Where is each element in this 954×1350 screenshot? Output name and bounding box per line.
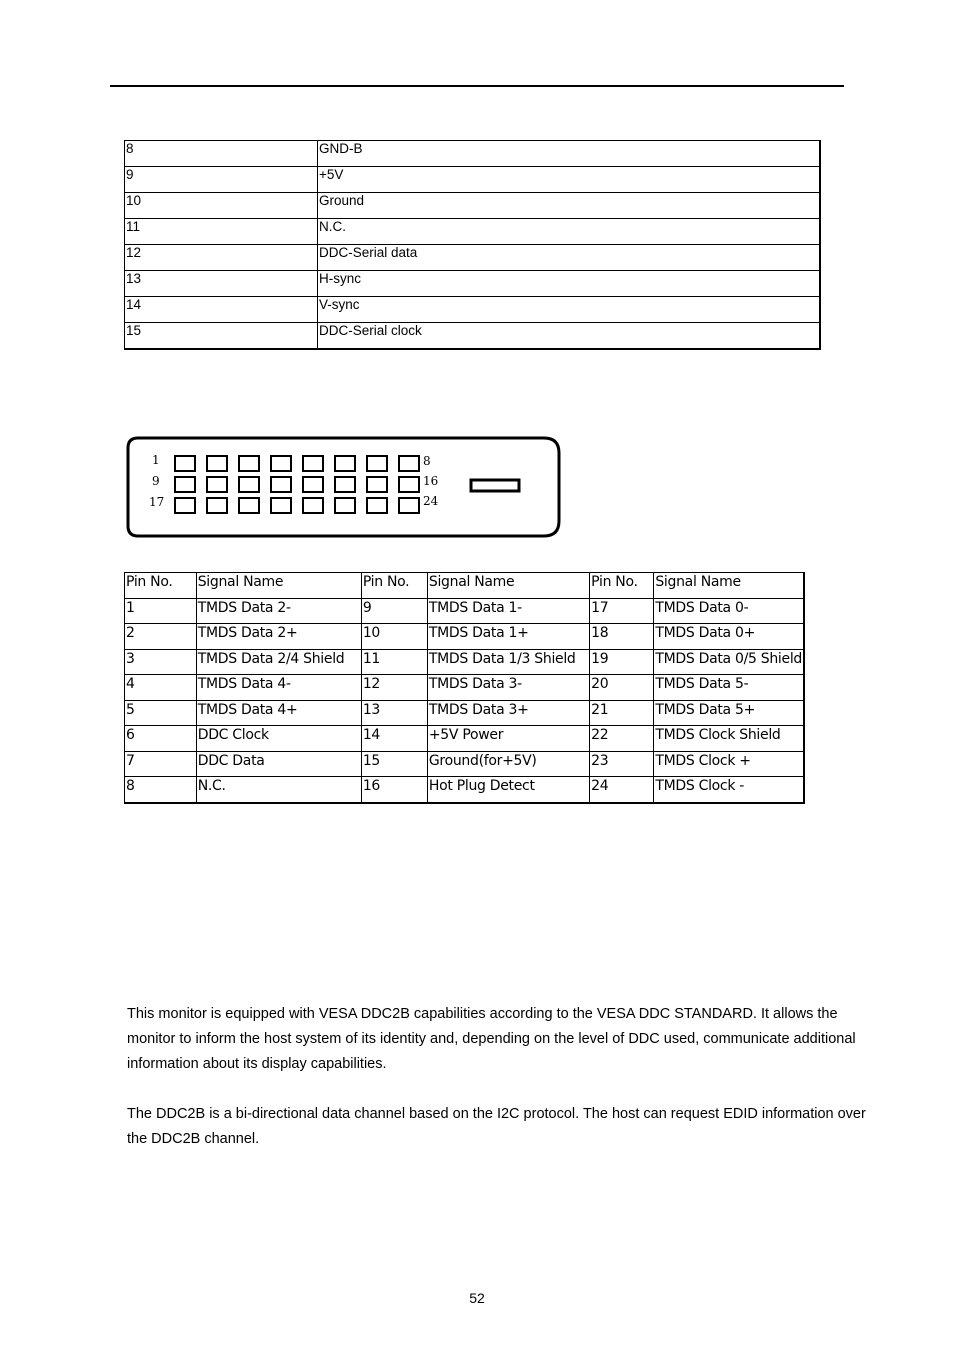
row-label-1: 1 xyxy=(152,453,160,467)
table-cell: Hot Plug Detect xyxy=(427,777,589,803)
header-rule xyxy=(110,85,844,87)
pin-socket xyxy=(399,477,419,492)
pin-socket xyxy=(335,477,355,492)
table-cell: 2 xyxy=(125,624,197,650)
table-row xyxy=(125,167,821,193)
table-cell: Ground(for+5V) xyxy=(427,751,589,777)
table-cell: 16 xyxy=(361,777,427,803)
table-cell: TMDS Data 4- xyxy=(196,675,361,701)
pin-socket xyxy=(239,498,259,513)
pin-socket xyxy=(207,477,227,492)
row-label-8: 8 xyxy=(423,454,431,468)
pin-socket xyxy=(367,477,387,492)
table-row xyxy=(125,598,805,624)
pin-socket xyxy=(271,477,291,492)
pin-socket xyxy=(303,456,323,471)
table-row xyxy=(125,751,805,777)
ddc2b-channel-paragraph: The DDC2B is a bi-directional data channel based on the I2C protocol. The host can request EDID information over the DDC2B channel. xyxy=(127,1106,866,1147)
table-cell: 22 xyxy=(590,726,654,752)
table-cell: TMDS Data 5- xyxy=(654,675,804,701)
table-cell: DDC Data xyxy=(196,751,361,777)
table-cell: TMDS Data 1/3 Shield xyxy=(427,649,589,675)
vga-pin-table xyxy=(124,140,821,350)
pin-number: 14 xyxy=(125,297,318,323)
table-cell: 23 xyxy=(590,751,654,777)
pin-socket xyxy=(367,498,387,513)
signal-name: +5V xyxy=(318,167,821,193)
table-row xyxy=(125,726,805,752)
table-cell: TMDS Data 3- xyxy=(427,675,589,701)
table-cell: 12 xyxy=(361,675,427,701)
column-header: Pin No. xyxy=(590,573,654,599)
table-row xyxy=(125,141,821,167)
signal-name: DDC-Serial data xyxy=(318,245,821,271)
connector-outline xyxy=(128,438,559,536)
table-cell: TMDS Clock + xyxy=(654,751,804,777)
row-label-16: 16 xyxy=(423,474,439,488)
pin-socket xyxy=(175,498,195,513)
pin-grid xyxy=(175,456,419,513)
pin-number: 11 xyxy=(125,219,318,245)
table-row xyxy=(125,675,805,701)
table-row xyxy=(125,219,821,245)
table-cell: 21 xyxy=(590,700,654,726)
table-cell: TMDS Clock - xyxy=(654,777,804,803)
pin-number: 15 xyxy=(125,323,318,350)
pin-number: 12 xyxy=(125,245,318,271)
table-cell: TMDS Data 1- xyxy=(427,598,589,624)
table-cell: 6 xyxy=(125,726,197,752)
table-row xyxy=(125,323,821,350)
table-row xyxy=(125,193,821,219)
table-cell: 17 xyxy=(590,598,654,624)
table-cell: 4 xyxy=(125,675,197,701)
pin-socket xyxy=(239,477,259,492)
signal-name: GND-B xyxy=(318,141,821,167)
dvi-connector-diagram xyxy=(124,434,564,540)
table-row xyxy=(125,777,805,803)
table-cell: 14 xyxy=(361,726,427,752)
table-row xyxy=(125,649,805,675)
table-cell: TMDS Data 0- xyxy=(654,598,804,624)
table-row xyxy=(125,245,821,271)
table-cell: TMDS Clock Shield xyxy=(654,726,804,752)
table-cell: 9 xyxy=(361,598,427,624)
table-cell: TMDS Data 5+ xyxy=(654,700,804,726)
table-row xyxy=(125,624,805,650)
signal-name: V-sync xyxy=(318,297,821,323)
table-cell: 8 xyxy=(125,777,197,803)
pin-number: 9 xyxy=(125,167,318,193)
pin-socket xyxy=(175,477,195,492)
pin-socket xyxy=(399,456,419,471)
column-header: Signal Name xyxy=(196,573,361,599)
row-label-24: 24 xyxy=(423,494,439,508)
table-cell: TMDS Data 2- xyxy=(196,598,361,624)
table-cell: 20 xyxy=(590,675,654,701)
pin-socket xyxy=(303,498,323,513)
table-cell: 10 xyxy=(361,624,427,650)
signal-name: DDC-Serial clock xyxy=(318,323,821,350)
pin-socket xyxy=(399,498,419,513)
table-cell: DDC Clock xyxy=(196,726,361,752)
column-header: Pin No. xyxy=(125,573,197,599)
signal-name: H-sync xyxy=(318,271,821,297)
table-cell: 11 xyxy=(361,649,427,675)
table-cell: 5 xyxy=(125,700,197,726)
table-cell: N.C. xyxy=(196,777,361,803)
table-row xyxy=(125,700,805,726)
table-cell: 3 xyxy=(125,649,197,675)
table-cell: 13 xyxy=(361,700,427,726)
page-number: 52 xyxy=(469,1290,485,1306)
signal-name: Ground xyxy=(318,193,821,219)
table-cell: TMDS Data 2+ xyxy=(196,624,361,650)
pin-number: 10 xyxy=(125,193,318,219)
pin-socket xyxy=(207,498,227,513)
ddc-description-paragraph: This monitor is equipped with VESA DDC2B capabilities according to the VESA DDC STANDARD. It allows the monitor to inform the host system of its identity and, depending on the level of DDC used, communicate additional information about its display capabilities. xyxy=(127,1006,856,1072)
pin-socket xyxy=(271,498,291,513)
row-label-9: 9 xyxy=(152,474,160,488)
pin-number: 8 xyxy=(125,141,318,167)
pin-socket xyxy=(335,456,355,471)
table-cell: +5V Power xyxy=(427,726,589,752)
table-cell: TMDS Data 4+ xyxy=(196,700,361,726)
column-header: Pin No. xyxy=(361,573,427,599)
column-header: Signal Name xyxy=(427,573,589,599)
table-cell: 1 xyxy=(125,598,197,624)
table-cell: 7 xyxy=(125,751,197,777)
table-cell: 15 xyxy=(361,751,427,777)
table-cell: 18 xyxy=(590,624,654,650)
pin-socket xyxy=(303,477,323,492)
pin-socket xyxy=(335,498,355,513)
dvi-pin-table xyxy=(124,572,805,804)
table-cell: 19 xyxy=(590,649,654,675)
pin-socket xyxy=(207,456,227,471)
table-cell: 24 xyxy=(590,777,654,803)
table-cell: TMDS Data 1+ xyxy=(427,624,589,650)
row-label-17: 17 xyxy=(149,495,165,509)
table-cell: TMDS Data 0+ xyxy=(654,624,804,650)
pin-socket xyxy=(271,456,291,471)
table-cell: TMDS Data 0/5 Shield xyxy=(654,649,804,675)
pin-number: 13 xyxy=(125,271,318,297)
signal-name: N.C. xyxy=(318,219,821,245)
flat-blade-contact xyxy=(471,480,519,491)
pin-socket xyxy=(239,456,259,471)
table-cell: TMDS Data 3+ xyxy=(427,700,589,726)
pin-socket xyxy=(175,456,195,471)
table-header-row xyxy=(125,573,805,599)
table-row xyxy=(125,271,821,297)
table-row xyxy=(125,297,821,323)
pin-socket xyxy=(367,456,387,471)
table-cell: TMDS Data 2/4 Shield xyxy=(196,649,361,675)
column-header: Signal Name xyxy=(654,573,804,599)
